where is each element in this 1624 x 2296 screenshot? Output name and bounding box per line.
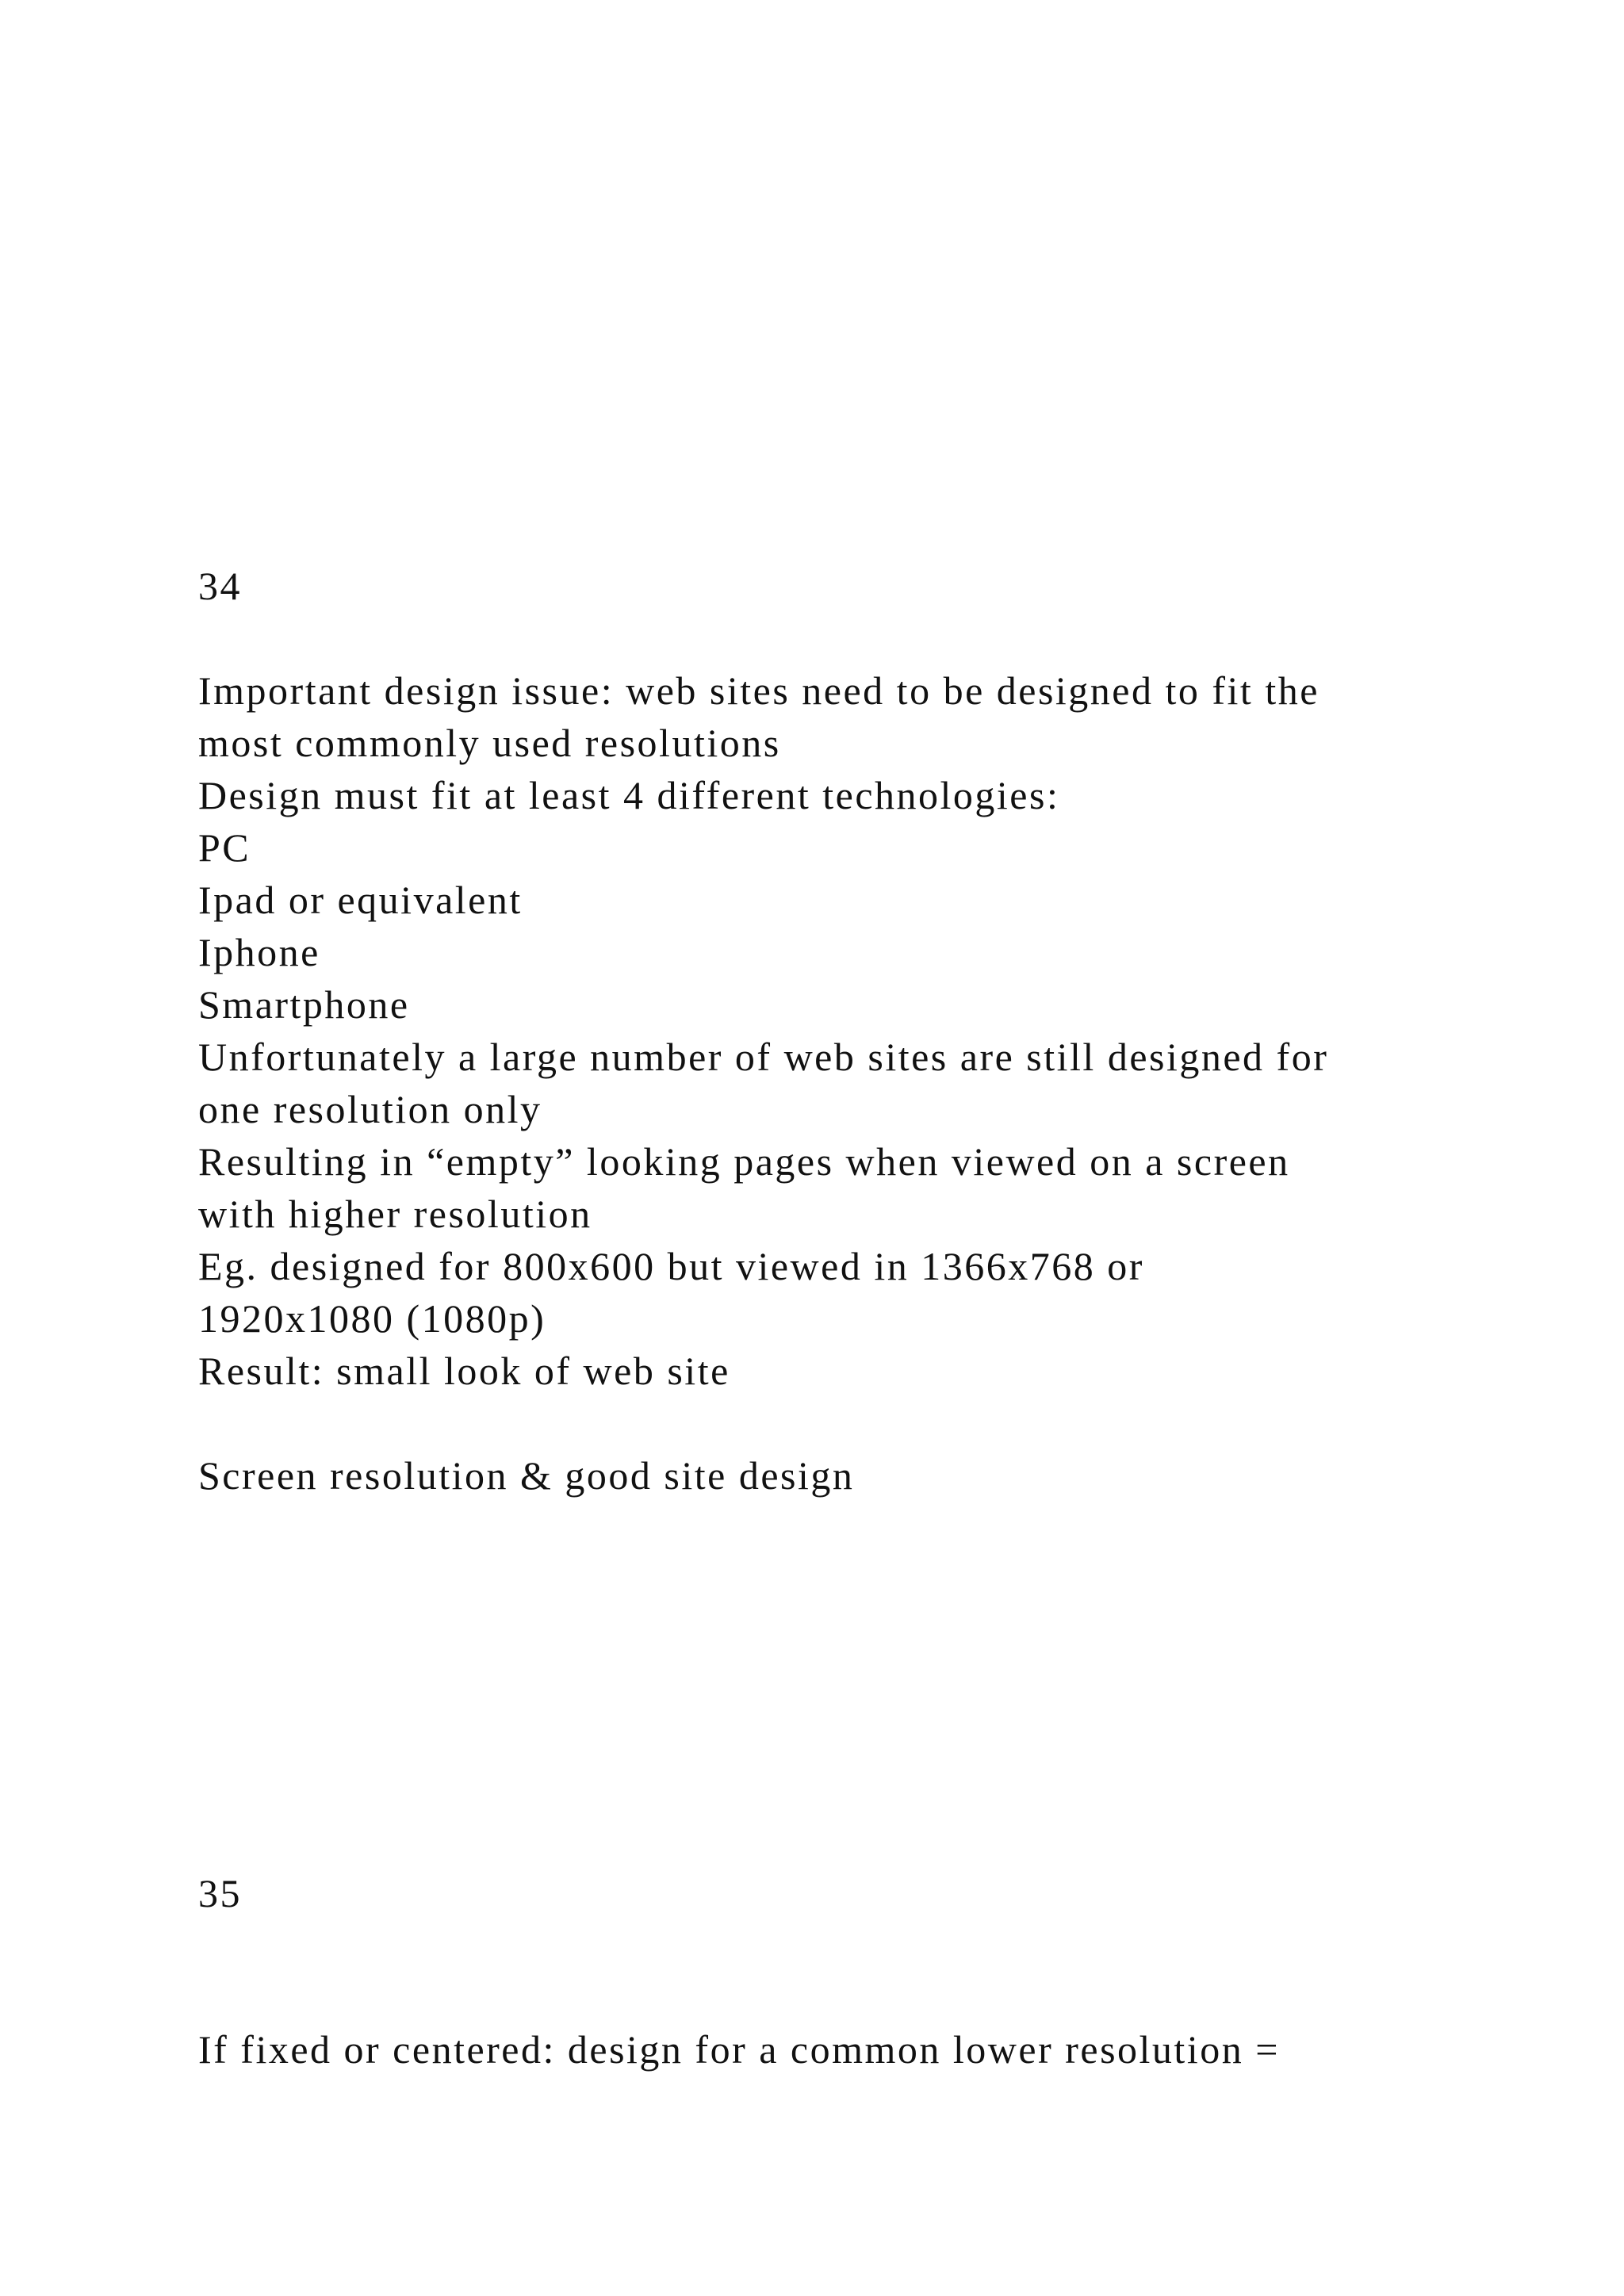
- body-line: Resulting in “empty” looking pages when viewed on a screen: [198, 1139, 1290, 1184]
- body-line: 1920x1080 (1080p): [198, 1296, 546, 1341]
- slide-title: Screen resolution & good site design: [198, 1453, 855, 1498]
- page-number-35: 35: [198, 1871, 242, 1915]
- body-line: Result: small look of web site: [198, 1349, 730, 1393]
- body-line: If fixed or centered: design for a common lower resolution =: [198, 2027, 1280, 2072]
- body-line: Iphone: [198, 930, 320, 974]
- body-line: most commonly used resolutions: [198, 721, 781, 765]
- body-line: one resolution only: [198, 1087, 542, 1131]
- body-line: Smartphone: [198, 982, 410, 1027]
- body-line: Eg. designed for 800x600 but viewed in 1366x768 or: [198, 1244, 1144, 1288]
- body-line: Unfortunately a large number of web sites are still designed for: [198, 1035, 1329, 1079]
- page-number-34: 34: [198, 564, 242, 608]
- body-line: Ipad or equivalent: [198, 878, 523, 922]
- body-line: PC: [198, 825, 251, 870]
- body-line: with higher resolution: [198, 1192, 592, 1236]
- body-line: Important design issue: web sites need to be designed to fit the: [198, 668, 1320, 713]
- body-line: Design must fit at least 4 different technologies:: [198, 773, 1060, 817]
